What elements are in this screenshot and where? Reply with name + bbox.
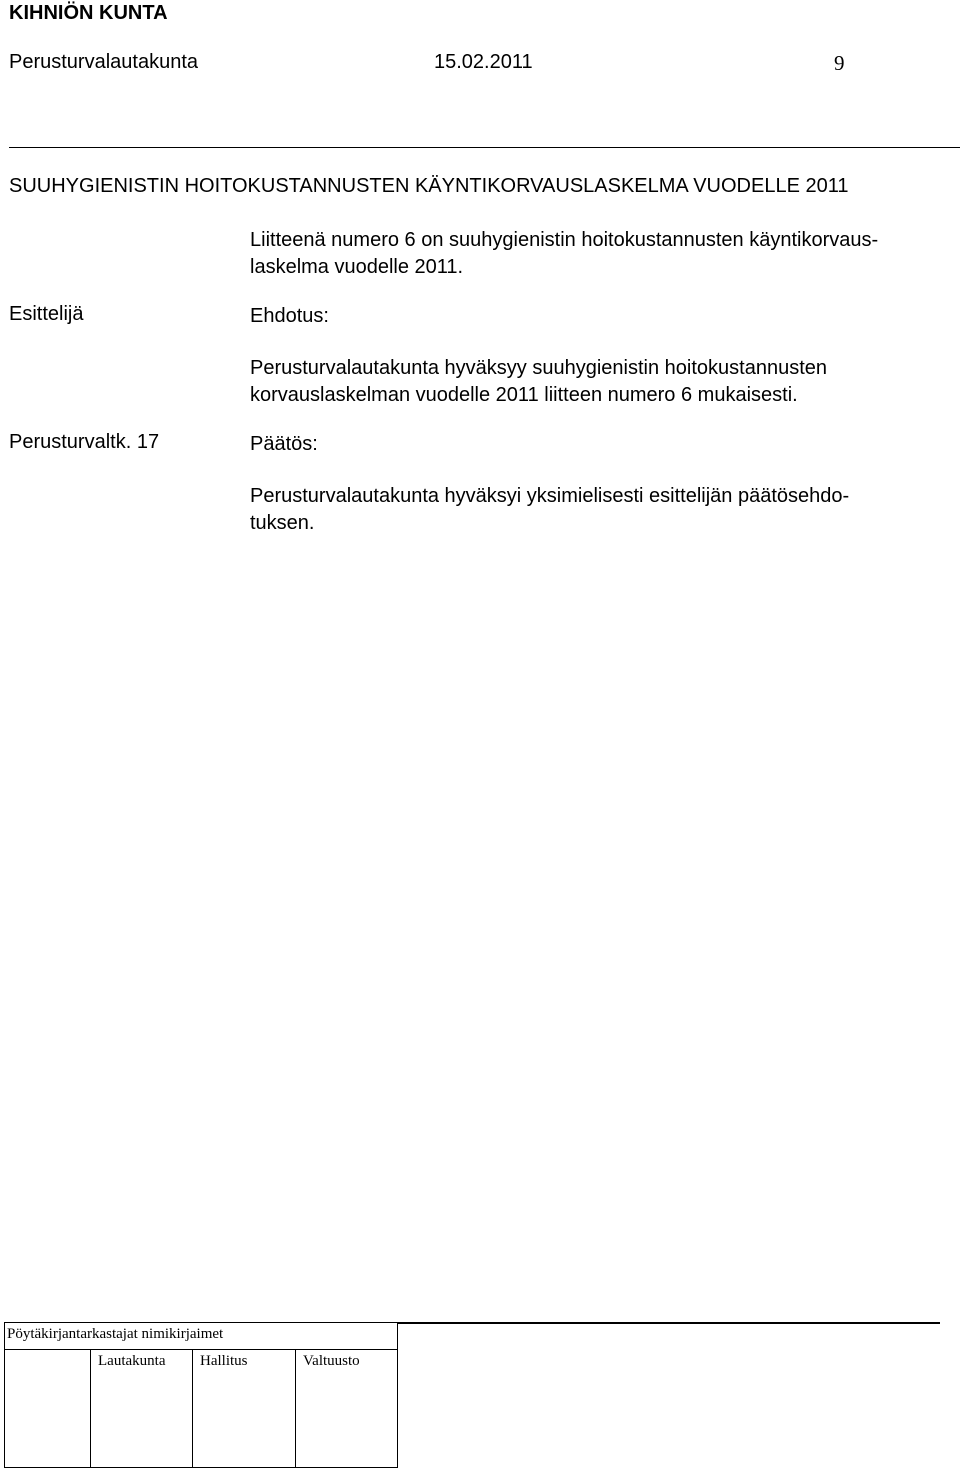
signature-column-board: Lautakunta <box>98 1353 166 1369</box>
presenter-label: Esittelijä <box>9 303 84 325</box>
header-divider <box>9 147 960 148</box>
box-right-border <box>397 1322 398 1468</box>
intro-line: Liitteenä numero 6 on suuhygienistin hoitokustannusten käyntikorvaus- <box>250 229 879 251</box>
box-row-divider <box>4 1349 398 1350</box>
signature-column-government: Hallitus <box>200 1353 248 1369</box>
footer-top-line <box>397 1322 940 1324</box>
decision-heading: Päätös: <box>250 433 318 455</box>
signatures-label: Pöytäkirjantarkastajat nimikirjaimet <box>7 1326 224 1342</box>
document-title: SUUHYGIENISTIN HOITOKUSTANNUSTEN KÄYNTIKORVAUSLASKELMA VUODELLE 2011 <box>9 175 849 197</box>
proposal-heading: Ehdotus: <box>250 305 329 327</box>
proposal-line: korvauslaskelman vuodelle 2011 liitteen numero 6 mukaisesti. <box>250 384 798 406</box>
section-reference: Perusturvaltk. 17 <box>9 431 160 453</box>
organization-name: KIHNIÖN KUNTA <box>9 2 168 24</box>
meeting-date: 15.02.2011 <box>434 51 533 73</box>
decision-paragraph <box>250 483 849 537</box>
intro-paragraph <box>250 227 878 281</box>
page-number: 9 <box>834 51 845 75</box>
proposal-paragraph <box>250 355 827 409</box>
decision-line: tuksen. <box>250 512 315 534</box>
box-col-divider <box>295 1349 296 1468</box>
box-top-border <box>4 1322 398 1323</box>
intro-line: laskelma vuodelle 2011. <box>250 256 464 278</box>
box-col-divider <box>192 1349 193 1468</box>
signature-column-council: Valtuusto <box>303 1353 360 1369</box>
board-name: Perusturvalautakunta <box>9 51 199 73</box>
proposal-line: Perusturvalautakunta hyväksyy suuhygienistin hoitokustannusten <box>250 357 828 379</box>
box-left-border <box>4 1322 5 1468</box>
box-bottom-border <box>4 1467 398 1468</box>
decision-line: Perusturvalautakunta hyväksyi yksimielisesti esittelijän päätösehdo- <box>250 485 850 507</box>
box-col-divider <box>90 1349 91 1468</box>
